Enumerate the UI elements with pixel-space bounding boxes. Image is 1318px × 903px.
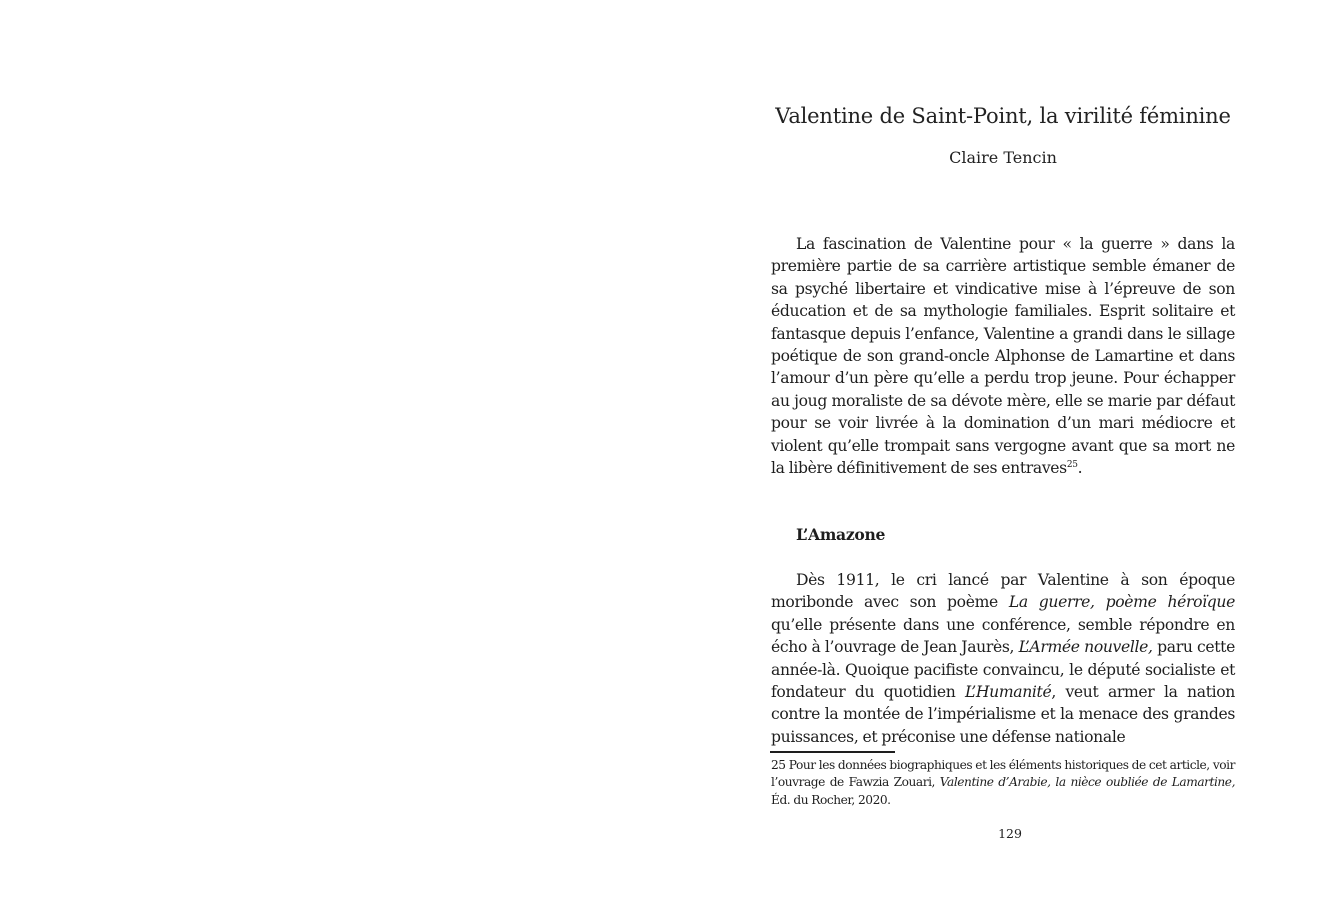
footnote-number: 25 bbox=[771, 758, 786, 772]
work-title-la-guerre: La guerre, poème héroïque bbox=[1008, 593, 1236, 612]
footnote-25 bbox=[771, 757, 1235, 809]
footnote-reference[interactable]: 25 bbox=[1066, 460, 1078, 471]
work-title-armee-nouvelle: L’Armée nouvelle, bbox=[1018, 638, 1153, 657]
paragraph-amazone-text-3: paru cette année-là. Quoique pacifiste convaincu, le député socialiste et fondateur du quotidien bbox=[771, 638, 1235, 702]
work-title-humanite: L’Humanité bbox=[965, 683, 1052, 702]
paragraph-amazone-text-1: Dès 1911, le cri lancé par Valentine à son époque moribonde avec son poème bbox=[771, 571, 1235, 612]
paragraph-amazone-text-2: qu’elle présente dans une conférence, semble répondre en écho à l’ouvrage de Jean Jaurès, bbox=[771, 615, 1235, 657]
paragraph-intro bbox=[771, 233, 1235, 479]
footnote-text-2: Éd. du Rocher, 2020. bbox=[771, 792, 891, 807]
page-number: 129 bbox=[998, 826, 1022, 841]
right-page bbox=[659, 0, 1318, 903]
footnote-divider bbox=[770, 751, 895, 753]
paragraph-amazone bbox=[771, 569, 1235, 748]
article-author: Claire Tencin bbox=[949, 148, 1057, 167]
section-heading: L’Amazone bbox=[796, 525, 886, 544]
footnote-book-title: Valentine d’Arabie, la nièce oubliée de Lamartine, bbox=[939, 775, 1235, 790]
footnote-text-1: Pour les données biographiques et les éléments historiques de cet article, voir l’ouvrage de Fawzia Zouari, bbox=[771, 758, 1235, 790]
paragraph-intro-end: . bbox=[1077, 459, 1083, 478]
paragraph-amazone-text-4: , veut armer la nation contre la montée de l’impérialisme et la menace des grandes puissances, et préconise une défense nationale bbox=[771, 683, 1235, 746]
article-title: Valentine de Saint-Point, la virilité féminine bbox=[775, 104, 1231, 128]
paragraph-intro-text: La fascination de Valentine pour « la guerre » dans la première partie de sa carrière artistique semble émaner de sa psyché libertaire et vindicative mise à l’épreuve de son éducation et de sa mythologie familiales. Esprit solitaire et fantasque depuis l’enfance, Valentine a grandi dans le sillage poétique de son grand-oncle Alphonse de Lamartine et dans l’amour d’un père qu’elle a perdu trop jeune. Pour échapper au joug moraliste de sa dévote mère, elle se marie par défaut pour se voir livrée à la domination d’un mari médiocre et violent qu’elle trompait sans vergogne avant que sa mort ne la libère définitivement de ses entraves bbox=[771, 235, 1235, 478]
